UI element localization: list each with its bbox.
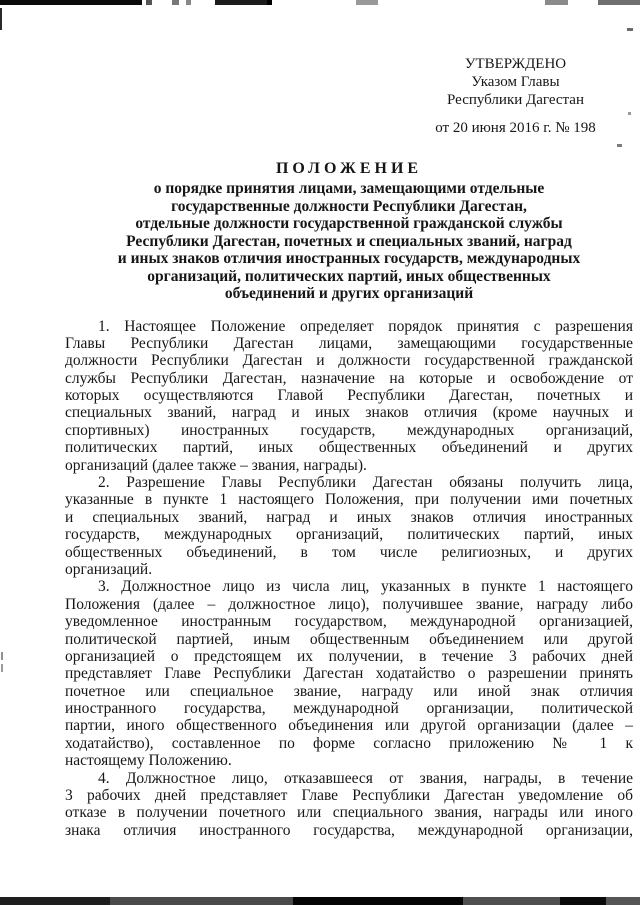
subtitle-line: отдельные должности государственной гражданской службы bbox=[135, 215, 563, 232]
subtitle-line: и иных знаков отличия иностранных государств, международных bbox=[117, 250, 581, 267]
paragraph-line: организаций (далее также – звания, награды). bbox=[65, 456, 367, 474]
subtitle-line: организаций, политических партий, иных общественных bbox=[147, 267, 551, 285]
paragraph-line: Положения (далее – должностное лицо), получившее звание, награду либо bbox=[65, 595, 633, 613]
subtitle-line: государственные должности Республики Дагестан, bbox=[171, 197, 527, 215]
paragraph-line: представляет Главе Республики Дагестан ходатайство о разрешении принять bbox=[65, 665, 633, 683]
paragraph-line: знака отличия иностранного государства, международной организации, bbox=[65, 821, 633, 839]
paragraph-line: государств, международных организаций, политических партий, иных bbox=[65, 526, 633, 544]
paragraph-line: политической партией, иным общественным объединением или другой bbox=[65, 630, 633, 648]
document-content bbox=[65, 0, 633, 839]
paragraph-line: Главы Республики Дагестан лицами, замещающими государственные bbox=[65, 334, 633, 352]
paragraph-line: 2. Разрешение Главы Республики Дагестан обязаны получить лица, bbox=[98, 474, 633, 492]
scan-artifact-bottom-edge bbox=[0, 897, 640, 905]
paragraph-line: организацией о предстоящем их получении, в течение 3 рабочих дней bbox=[65, 647, 633, 665]
approval-line: Указом Главы bbox=[471, 74, 560, 90]
paragraph-line: партии, иного общественного объединения или другой организации (далее – bbox=[65, 717, 633, 735]
paragraph-3 bbox=[65, 578, 633, 769]
paragraph-line: 3. Должностное лицо из числа лиц, указанных в пункте 1 настоящего bbox=[98, 578, 633, 596]
subtitle-line: Республики Дагестан, почетных и специальных званий, наград bbox=[126, 232, 572, 250]
approval-line: УТВЕРЖДЕНО bbox=[464, 56, 567, 72]
paragraph-line: уведомленное иностранным государством, международной организацией, bbox=[65, 613, 633, 631]
scan-speck bbox=[1, 664, 3, 672]
approval-block bbox=[398, 55, 633, 109]
paragraph-line: настоящему Положению. bbox=[65, 752, 232, 770]
paragraph-line: которых осуществляются Главой Республики Дагестан, почетных и bbox=[65, 387, 633, 405]
paragraph-line: 4. Должностное лицо, отказавшееся от звания, награды, в течение bbox=[98, 769, 633, 787]
paragraph-line: общественных объединений, в том числе религиозных, и других bbox=[65, 543, 633, 561]
paragraph-line: почетное или специальное звание, награду или иной знак отличия bbox=[65, 682, 633, 700]
subtitle-line: объединений и других организаций bbox=[224, 285, 474, 302]
paragraph-line: и специальных званий, наград и иных знаков отличия иностранных bbox=[65, 508, 633, 526]
paragraph-line: отказе в получении почетного или специального звания, награды или иного bbox=[65, 804, 633, 822]
paragraph-line: организаций. bbox=[65, 560, 153, 578]
paragraph-line: указанные в пункте 1 настоящего Положения, при получении ими почетных bbox=[65, 491, 633, 509]
document-title: ПОЛОЖЕНИЕ bbox=[275, 160, 423, 177]
document-body bbox=[65, 318, 633, 840]
paragraph-line: должности Республики Дагестан и должности государственной гражданской bbox=[65, 352, 633, 370]
paragraph-4 bbox=[65, 770, 633, 840]
paragraph-line: политических партий, иных общественных объединений и других bbox=[65, 439, 633, 457]
approval-line: Республики Дагестан bbox=[447, 92, 584, 108]
paragraph-line: ходатайство), составленное по форме согласно приложению № 1 к bbox=[65, 734, 633, 752]
document-subtitle bbox=[65, 180, 633, 303]
paragraph-line: 1. Настоящее Положение определяет порядок принятия с разрешения bbox=[98, 317, 633, 335]
paragraph-2 bbox=[65, 474, 633, 578]
paragraph-1 bbox=[65, 318, 633, 475]
paragraph-line: службы Республики Дагестан, назначение на которые и освобождение от bbox=[65, 369, 633, 387]
paragraph-line: иностранного государства, международной организации, политической bbox=[65, 700, 633, 718]
scan-speck bbox=[1, 652, 3, 660]
subtitle-line: о порядке принятия лицами, замещающими отдельные bbox=[153, 180, 545, 197]
approval-date: от 20 июня 2016 г. № 198 bbox=[435, 120, 596, 136]
scan-artifact-left-mark bbox=[0, 8, 2, 30]
paragraph-line: специальных званий, наград и иных знаков отличия (кроме научных и bbox=[65, 404, 633, 422]
paragraph-line: 3 рабочих дней представляет Главе Республики Дагестан уведомление об bbox=[65, 787, 633, 805]
paragraph-line: спортивных) иностранных государств, международных организаций, bbox=[65, 421, 633, 439]
